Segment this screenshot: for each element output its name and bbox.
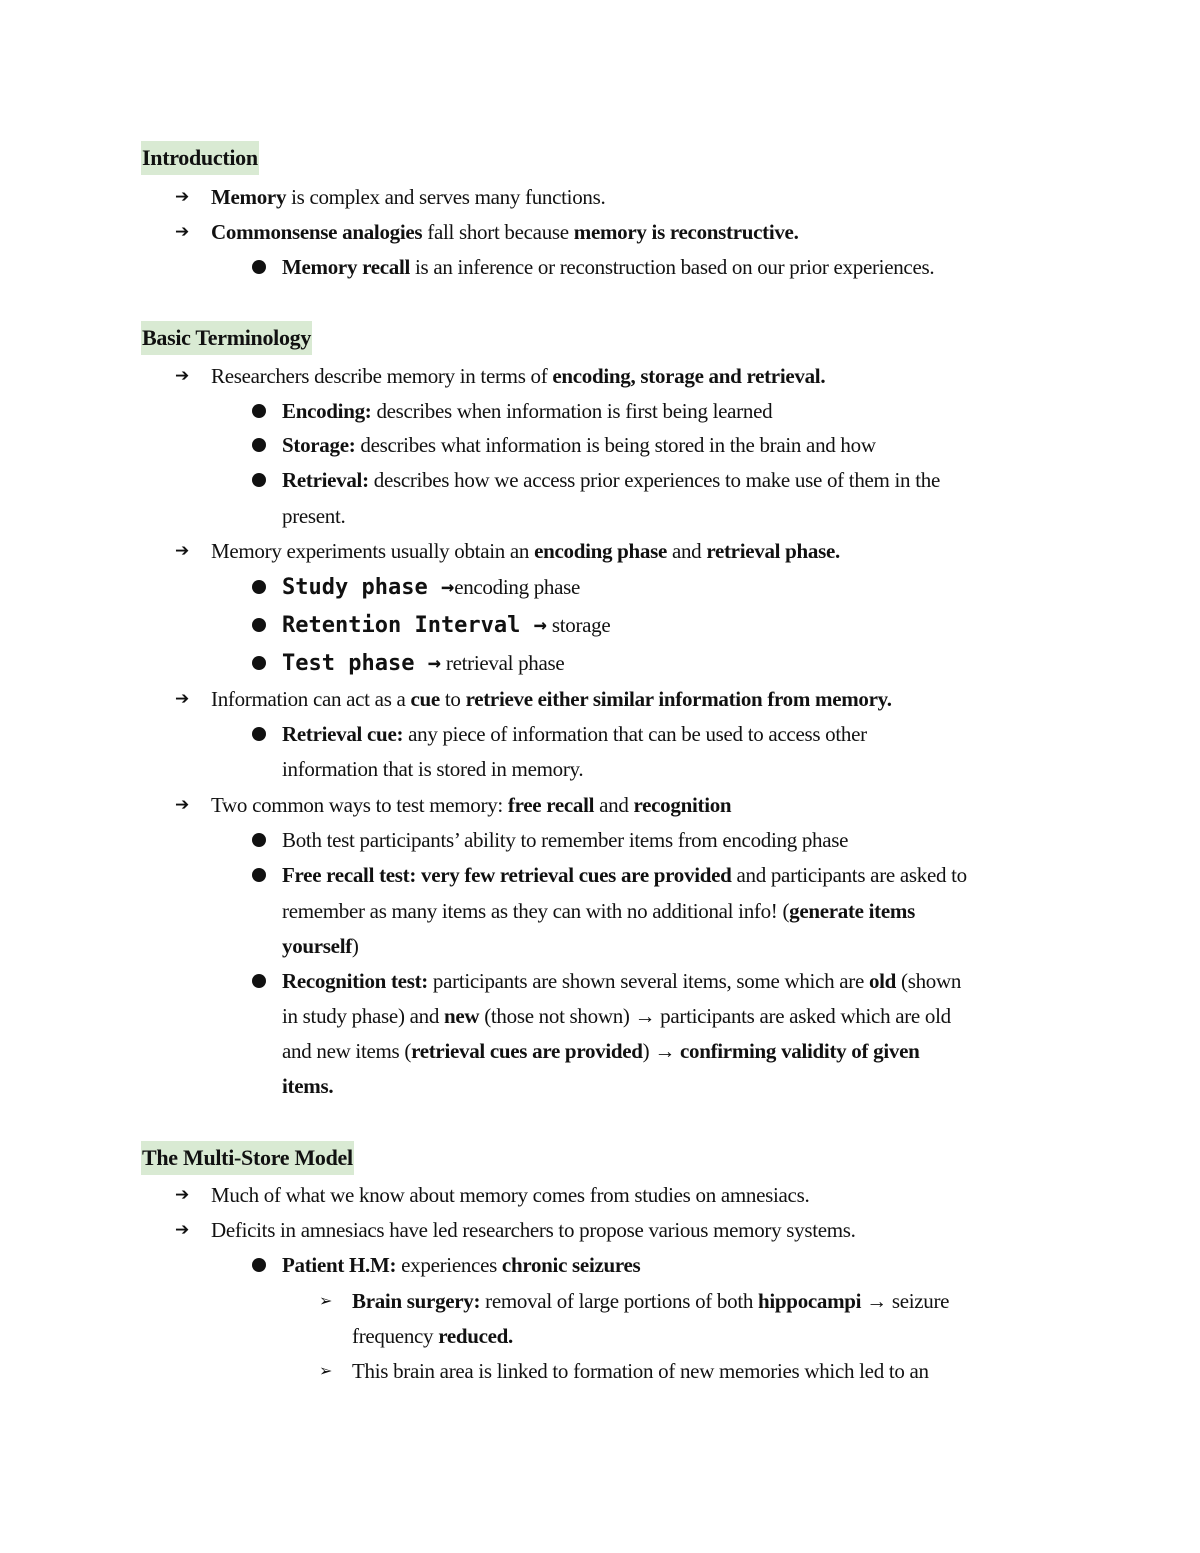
list-item-continuation: items.: [282, 1074, 334, 1098]
list-item: Encoding: describes when information is first being learned: [0, 395, 772, 427]
list-item-continuation: information that is stored in memory.: [282, 757, 584, 781]
dot-bullet-icon: [252, 580, 266, 594]
arrow-bullet-icon: ➔: [175, 222, 189, 242]
list-item: ➔ Much of what we know about memory comes from studies on amnesiacs.: [0, 1179, 809, 1211]
arrow-bullet-icon: ➔: [175, 541, 189, 561]
list-item: Free recall test: very few retrieval cues are provided and participants are asked to: [0, 859, 967, 891]
list-item: ➢ This brain area is linked to formation of new memories which led to an: [0, 1355, 929, 1387]
arrow-bullet-icon: ➔: [175, 187, 189, 207]
list-item: Storage: describes what information is being stored in the brain and how: [0, 429, 876, 461]
dot-bullet-icon: [252, 473, 266, 487]
heading-multi-store-model: The Multi-Store Model: [141, 1141, 354, 1175]
dot-bullet-icon: [252, 656, 266, 670]
list-item: ➔ Deficits in amnesiacs have led researchers to propose various memory systems.: [0, 1214, 856, 1246]
list-item: Recognition test: participants are shown several items, some which are old (shown: [0, 965, 961, 997]
dot-bullet-icon: [252, 404, 266, 418]
list-item: ➔ Two common ways to test memory: free recall and recognition: [0, 789, 731, 821]
list-item-continuation: and new items (retrieval cues are provided) → confirming validity of given: [282, 1039, 920, 1063]
arrow-bullet-icon: ➔: [175, 795, 189, 815]
list-item: Test phase → retrieval phase: [0, 647, 564, 679]
heading-introduction: Introduction: [141, 141, 259, 175]
list-item: Retrieval cue: any piece of information that can be used to access other: [0, 718, 867, 750]
dot-bullet-icon: [252, 868, 266, 882]
list-item: ➔ Memory is complex and serves many functions.: [0, 181, 605, 213]
dot-bullet-icon: [252, 727, 266, 741]
list-item-continuation: remember as many items as they can with no additional info! (generate items: [282, 899, 915, 923]
list-item: ➔ Memory experiments usually obtain an encoding phase and retrieval phase.: [0, 535, 840, 567]
triangle-bullet-icon: ➢: [319, 1291, 333, 1310]
arrow-bullet-icon: ➔: [175, 1220, 189, 1240]
list-item: Study phase →encoding phase: [0, 571, 580, 603]
list-item: Both test participants’ ability to remember items from encoding phase: [0, 824, 848, 856]
arrow-bullet-icon: ➔: [175, 366, 189, 386]
arrow-bullet-icon: ➔: [175, 1185, 189, 1205]
list-item-continuation: present.: [282, 504, 346, 528]
dot-bullet-icon: [252, 833, 266, 847]
triangle-bullet-icon: ➢: [319, 1361, 333, 1380]
list-item-continuation: in study phase) and new (those not shown) → participants are asked which are old: [282, 1004, 951, 1028]
list-item: Memory recall is an inference or reconstruction based on our prior experiences.: [0, 251, 934, 283]
list-item-continuation: yourself): [282, 934, 359, 958]
heading-basic-terminology: Basic Terminology: [141, 321, 312, 355]
dot-bullet-icon: [252, 438, 266, 452]
arrow-bullet-icon: ➔: [175, 689, 189, 709]
dot-bullet-icon: [252, 260, 266, 274]
dot-bullet-icon: [252, 1258, 266, 1272]
list-item: Retention Interval → storage: [0, 609, 610, 641]
list-item: Retrieval: describes how we access prior experiences to make use of them in the: [0, 464, 940, 496]
dot-bullet-icon: [252, 974, 266, 988]
list-item-continuation: frequency reduced.: [352, 1324, 513, 1348]
dot-bullet-icon: [252, 618, 266, 632]
list-item: ➔ Commonsense analogies fall short because memory is reconstructive.: [0, 216, 799, 248]
list-item: Patient H.M: experiences chronic seizures: [0, 1249, 640, 1281]
list-item: ➔ Researchers describe memory in terms of encoding, storage and retrieval.: [0, 360, 825, 392]
list-item: ➔ Information can act as a cue to retrieve either similar information from memory.: [0, 683, 892, 715]
list-item: ➢ Brain surgery: removal of large portions of both hippocampi → seizure: [0, 1285, 949, 1317]
